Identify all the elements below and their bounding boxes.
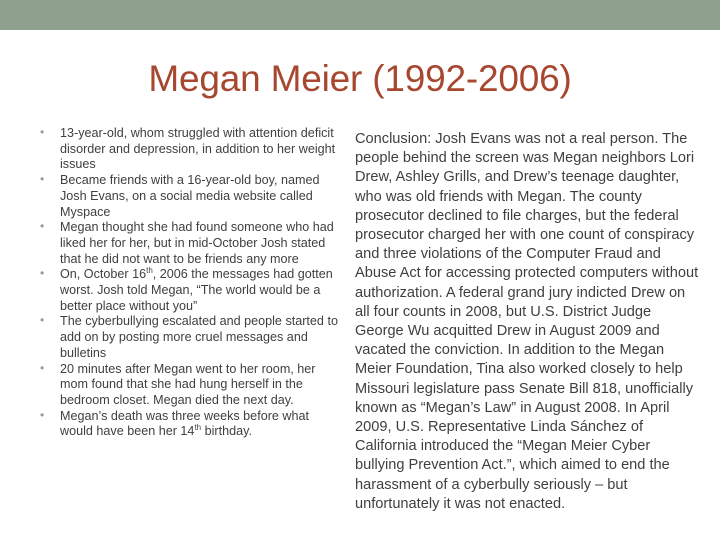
bullet-text: The cyberbullying escalated and people started to add on by posting more cruel messages and bulletins xyxy=(60,314,338,360)
bullet-icon: • xyxy=(40,172,45,187)
ordinal-suffix: th xyxy=(194,423,202,433)
bullet-item xyxy=(40,409,345,440)
bullet-item xyxy=(40,314,345,361)
bullet-item xyxy=(40,126,345,173)
bullet-icon: • xyxy=(40,360,45,375)
bullet-list xyxy=(40,126,345,440)
slide-title: Megan Meier (1992-2006) xyxy=(148,58,572,99)
bullet-item xyxy=(40,267,345,314)
bullet-item xyxy=(40,362,345,409)
ordinal-suffix: th xyxy=(146,266,153,276)
bullet-text: 13-year-old, whom struggled with attention deficit disorder and depression, in addition to her weight issues xyxy=(60,126,336,172)
bullet-icon: • xyxy=(40,219,45,234)
bullet-item xyxy=(40,173,345,220)
bullet-icon: • xyxy=(40,266,45,281)
bullet-text: Megan thought she had found someone who had liked her for her, but in mid-October Josh stated that he did not want to be friends any more xyxy=(60,220,334,266)
bullet-text: Became friends with a 16-year-old boy, named Josh Evans, on a social media website called Myspace xyxy=(60,173,320,219)
bullet-text-post: birthday. xyxy=(201,424,252,439)
top-accent-bar xyxy=(0,0,720,30)
bullet-text-pre: On, October 16 xyxy=(60,267,147,282)
bullet-text: 20 minutes after Megan went to her room, her mom found that she had hung herself in the bedroom closet. Megan died the next day. xyxy=(60,361,316,407)
bullet-icon: • xyxy=(40,407,45,422)
bullet-text-pre: Megan’s death was three weeks before what would have been her 14 xyxy=(60,408,309,439)
bullet-text-post: , 2006 the messages had gotten worst. Josh told Megan, “The world would be a better place without you” xyxy=(60,267,333,313)
bullet-icon: • xyxy=(40,313,45,328)
bullet-item xyxy=(40,220,345,267)
conclusion-paragraph: Conclusion: Josh Evans was not a real person. The people behind the screen was Megan neighbors Lori Drew, Ashley Grills, and Drew’s teenage daughter, who was old friends with Megan. The county prosecutor declined to file charges, but the federal prosecutor charged her with one count of conspiracy and three violations of the Computer Fraud and Abuse Act for accessing protected computers without authorization. A federal grand jury indicted Drew on all four counts in 2008, but U.S. District Judge George Wu acquitted Drew in August 2009 and vacated the conviction. In addition to the Megan Meier Foundation, Tina also worked closely to help Missouri legislature pass Senate Bill 818, unofficially known as “Megan’s Law” in August 2008. In April 2009, U.S. Representative Linda Sánchez of California introduced the “Megan Meier Cyber bullying Prevention Act.”, which aimed to end the harassment of a cyberbully seriously – but unfortunately it was not enacted. xyxy=(355,131,699,512)
bullet-icon: • xyxy=(40,125,45,139)
